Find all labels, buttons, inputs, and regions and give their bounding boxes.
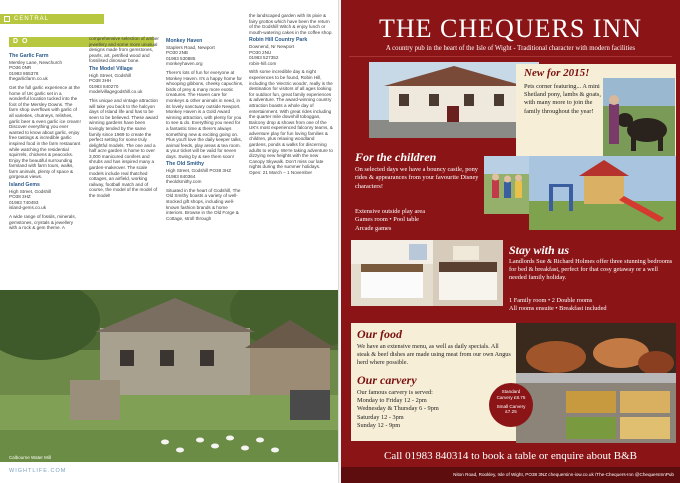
room-features: All rooms ensuite • Breakfast included xyxy=(509,305,607,313)
roast-illustration xyxy=(516,323,676,383)
room-types: 1 Family room • 2 Double rooms xyxy=(509,297,593,304)
garlic-farm-body: Get the full garlic experience at the home of UK garlic set in a wonderful location tucked into the foot of the Mersley Downs. The farm shop overflows with garlic of all varieties, chutneys, relishes, garlic beer & even garlic ice cream! Discover everything you ever wanted to know about garlic, enjoy free tastings & incredible garlic inspired food in the farm restaurant while watching the residential squirrels, chickens & peacocks. Enjoy the beautiful surrounding farmland with farm tours, walks, farm animals, plenty of space & gorgeous views. xyxy=(9,84,81,180)
water-mill-photo xyxy=(0,290,340,462)
mh-line: PO30 2NB xyxy=(166,50,188,56)
carvery-time: Sunday 12 - 9pm xyxy=(357,421,401,429)
section-label: CENTRAL xyxy=(14,16,50,22)
address-bar: Niton Road, Rookley, Isle of Wight, PO38 3NZ chequersinn-iow.co.uk /The-Chequers-Inn @ChequersInnPub xyxy=(341,467,680,483)
bedroom-photo-1 xyxy=(351,240,433,306)
column-4 xyxy=(249,13,333,179)
children-extra: Arcade games xyxy=(355,224,392,232)
pub-exterior-illustration xyxy=(369,62,539,138)
carvery-time: Monday to Friday 12 - 2pm xyxy=(357,397,427,405)
children-body: On selected days we have a bouncy castle, pony rides & appearances from your favourite Disney characters! xyxy=(355,166,479,190)
rh-web[interactable]: robin-hill.com xyxy=(249,60,277,66)
model-village-body: This unique and vintage attraction will take you back to the halcyon days of Island life and has to be seen to be believed. These award winning gardens have been lovingly tended by the same family since 1969 to create the perfect setting for some truly delightful models. The one and a half acre garden is home to over 3,000 manicured conifers and shrubs and has inspired many a garden-makeover. The scale models include real thatched cottages, an airfield, working railway, football match and of course, the model of the model of the model! xyxy=(89,97,158,199)
gems-continued: comprehensive selection of amber jewellery and some more unusual designs made from gemstones, pearls, art, petrified wood and fossilised dinosaur bone. xyxy=(89,36,159,64)
old-smithy-contact xyxy=(166,168,244,185)
pub-title: THE CHEQUERS INN xyxy=(379,14,642,43)
gems-line: High Street, Godshill xyxy=(9,188,52,194)
garlic-web[interactable]: thegarlicfarm.co.uk xyxy=(9,76,48,82)
carvery-heading: Our carvery xyxy=(357,373,417,387)
section-tab xyxy=(0,14,104,24)
play-area-illustration xyxy=(529,156,676,230)
mh-line: Staplers Road, Newport xyxy=(166,44,215,50)
pony-illustration xyxy=(603,78,675,156)
column-3 xyxy=(166,36,244,224)
mv-web[interactable]: modelvillagegodshill.co.uk xyxy=(89,89,143,95)
robin-hill-name: Robin Hill Country Park xyxy=(249,37,308,44)
column-2 xyxy=(89,36,159,202)
model-village-name: The Model Village xyxy=(89,65,133,72)
badge-line: Standard xyxy=(501,389,521,394)
badge-line: Carvery £8.75 xyxy=(496,394,526,400)
carvery-intro: Our famous carvery is served: xyxy=(357,389,433,396)
square-icon xyxy=(4,16,10,22)
pub-tagline: A country pub in the heart of the Isle of Wight - Traditional character with modern facilities xyxy=(385,45,636,52)
carvery-illustration xyxy=(516,383,676,443)
robin-hill-contact xyxy=(249,44,333,66)
badge-line: Small Carvery xyxy=(496,403,526,409)
mv-line: PO38 3HH xyxy=(89,78,112,84)
carvery-time: Wednesday & Thursday 6 - 9pm xyxy=(357,405,439,413)
food-body: We have an extensive menu, as well as daily specials. All steak & beef dishes are made using meat from our own Angus herd where possible. xyxy=(357,343,511,366)
pub-exterior-photo xyxy=(369,62,539,138)
garlic-farm-name: The Garlic Farm xyxy=(9,53,49,59)
rh-line: Downend, Nr Newport xyxy=(249,43,295,49)
old-smithy-body: Situated in the heart of Godshill, The Old Smithy boasts a variety of well-stocked gift shops, including well-known fashion brands & home interiors. Browse in the Old Forge & Cottage, stroll through xyxy=(166,187,241,221)
monkey-haven-contact xyxy=(166,45,244,67)
stay-heading: Stay with us xyxy=(509,243,570,257)
column-1 xyxy=(9,51,82,234)
kids-illustration xyxy=(484,156,529,214)
title-block xyxy=(349,8,672,57)
island-gems-name: Island Gems xyxy=(9,182,40,189)
os-line: High Street, Godshill PO38 3HZ xyxy=(166,168,232,174)
island-gems-body: A wide range of fossils, minerals, gemstones, crystals & jewellery with a rock & gem theme. A xyxy=(9,214,76,231)
bedroom-photo-2 xyxy=(433,240,503,306)
gems-web[interactable]: island-gems.co.uk xyxy=(9,205,47,211)
monkey-haven-body: There's lots of fun for everyone at Monkey Haven. It's a happy home for whooping gibbons, cheeky capuchins, birds of prey & many more exotic creatures. The Haven care for monkeys & other animals in need, in its lovely sanctuary outside Newport. Monkey Haven is a Gold Award winning attraction, with plenty for you to see & do. Everything you need for a fantastic time & there's always something new & exciting going on. Plus you'll love the daily keeper talks, animal feeds, play areas & tea room. & your ticket will be valid for seven days. Swing by & see them soon! xyxy=(166,69,244,159)
garlic-line: Mersley Lane, Newchurch xyxy=(9,59,63,65)
new-2015-heading: New for 2015! xyxy=(524,67,590,79)
do-heading: D O xyxy=(9,37,154,47)
garlic-farm-contact xyxy=(9,60,82,82)
play-area-photo xyxy=(529,156,676,230)
stay-rooms xyxy=(509,297,675,314)
new-2015-body: Pets corner featuring... A mini Shetland pony, lambs & goats, with many more to join the family throughout the year! xyxy=(524,83,601,115)
garlic-line: 01983 865378 xyxy=(9,70,39,76)
rh-line: 01983 527352 xyxy=(249,55,279,61)
bedroom-illustration-2 xyxy=(433,240,503,306)
old-smithy-name: The Old Smithy xyxy=(166,161,205,168)
mv-line: High Street, Godshill xyxy=(89,72,132,78)
badge-line: £7.25 xyxy=(505,409,517,415)
water-mill-illustration xyxy=(0,290,340,462)
os-line: 01983 840364 xyxy=(166,173,196,179)
right-page-advert xyxy=(341,0,680,483)
carvery-tray-photo xyxy=(516,383,676,443)
garlic-line: PO36 0NR xyxy=(9,65,32,71)
rh-line: PO30 2NU xyxy=(249,49,272,55)
stay-body: Landlords Sue & Richard Holmes offer three stunning bedrooms for bed & breakfast, perfect for that cosy getaway or a well needed family holiday. xyxy=(509,258,673,282)
kids-photo xyxy=(484,156,529,214)
children-extra: Extensive outside play area xyxy=(355,208,426,215)
booking-cta[interactable]: Call 01983 840314 to book a table or enquire about B&B xyxy=(341,445,680,467)
os-web[interactable]: theoldsmithy.com xyxy=(166,179,202,185)
island-gems-contact xyxy=(9,189,82,211)
mh-line: 01983 530885 xyxy=(166,55,196,61)
photo-caption: Calbourne Water Mill xyxy=(9,455,51,460)
smithy-continued: the landscaped garden with its pixie & fairy grottos which have been the return of the Godshill Witch & enjoy lunch or mouth-watering cakes in the coffee shop. xyxy=(249,13,333,35)
mh-web[interactable]: monkeyhaven.org xyxy=(166,61,203,67)
gems-line: 01983 740493 xyxy=(9,199,39,205)
carvery-time: Saturday 12 - 3pm xyxy=(357,413,404,421)
model-village-contact xyxy=(89,73,159,95)
children-extra: Games room • Pool table xyxy=(355,216,420,224)
mv-line: 01983 840270 xyxy=(89,83,119,89)
footer-url[interactable]: WIGHTLIFE.COM xyxy=(9,468,67,474)
monkey-haven-name: Monkey Haven xyxy=(166,38,203,44)
food-heading: Our food xyxy=(357,327,403,341)
children-extras xyxy=(355,208,483,233)
carvery-price-badge xyxy=(489,383,533,427)
bedroom-illustration-1 xyxy=(351,240,433,306)
carvery-times xyxy=(357,389,511,430)
robin-hill-body: With some incredible day & night experiences to be found, Robin Hill, including the 'electric woods', really is the destination for visitors of all ages looking for outdoor fun, great family experiences & adventure. The award-winning country attraction boasts a whole day of entertainment. With great rides including the quarter mile downhill toboggan, Balcony drop & shows from one of the UK's most experienced falconry teams, & adventure play for fun loving families & children, plus relaxing woodland gardens, ponds & walks for discerning adults to enjoy. We're taking adventure to dizzying new heights with the new Canopy Skywalk. Don't miss our late nights during the summer holidays. Open: 21 March – 1 November xyxy=(249,69,333,176)
roast-photo xyxy=(516,323,676,383)
gems-line: PO38 3HZ xyxy=(9,194,31,200)
shetland-pony-photo xyxy=(603,78,675,156)
children-heading: For the children xyxy=(355,150,437,164)
